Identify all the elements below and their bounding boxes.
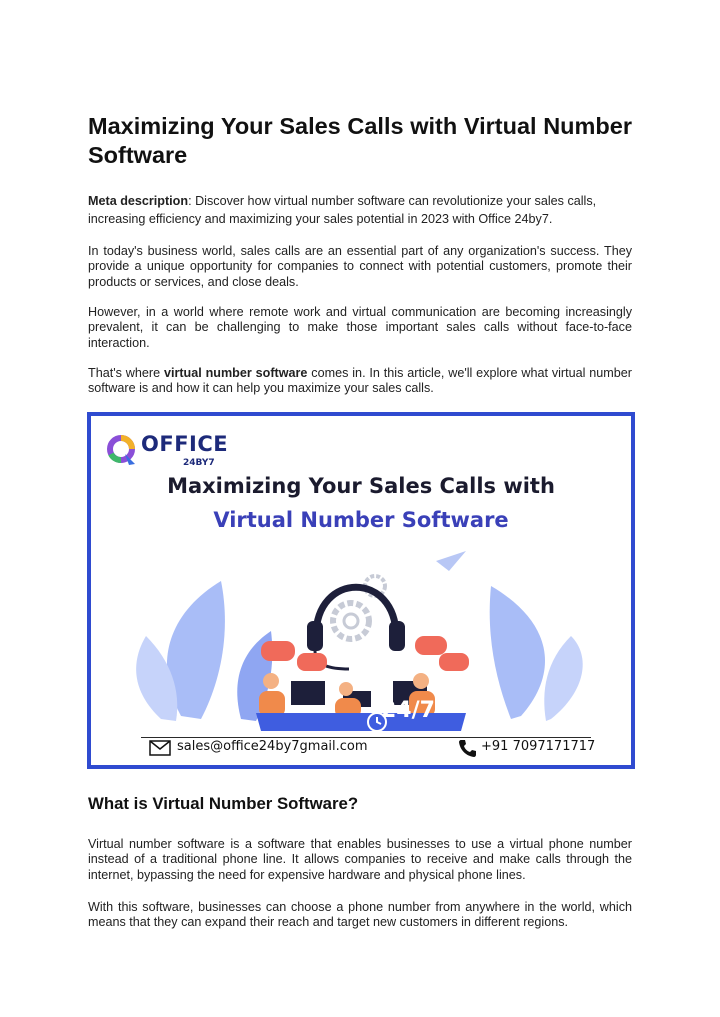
speech-bubble-right-2-icon [439,653,469,671]
paragraph-virtual-number [88,366,632,397]
banner-inner [91,416,631,765]
paragraph3-bold: virtual number software [163,366,308,380]
logo-sub-text: 24BY7 [183,458,215,468]
meta-label: Meta description [88,194,189,208]
call-center-illustration [91,541,631,731]
meta-description [88,193,632,228]
paragraph-global-reach: With this software, businesses can choose a phone number from anywhere in the world, which means that they can expand their reach and target new customers in different regions. [88,900,632,930]
headset-icon [316,587,396,636]
page-title: Maximizing Your Sales Calls with Virtual Number Software [88,113,632,168]
agent-left-icon [263,673,279,689]
leaf-right-1-icon [490,586,545,719]
paragraph-definition: Virtual number software is a software that enables businesses to use a virtual phone number instead of a traditional phone line. It allows companies to receive and make calls through the internet, bypassing the need for expensive hardware and physical phone lines. [88,837,632,882]
banner-email: sales@office24by7gmail.com [177,739,368,754]
banner-phone: +91 7097171717 [481,739,596,754]
mail-icon [149,740,171,756]
agent-center-icon [339,682,353,696]
desk-24-7-label: 24/7 [381,698,435,723]
office24by7-logo [105,428,229,470]
agent-right-icon [413,673,429,689]
paragraph3-post: comes in. In this article, we'll explore what virtual number software is and how it can help you maximize your sales calls. [88,366,632,396]
banner-image [87,412,635,769]
meta-text: : Discover how virtual number software can revolutionize your sales calls, increasing efficiency and maximizing your sales potential in 2023 with Office 24by7. [88,194,597,226]
logo-mark-icon [105,432,141,468]
section-heading: What is Virtual Number Software? [88,794,359,813]
leaf-right-2-icon [544,636,582,721]
paragraph-intro: In today's business world, sales calls are an essential part of any organization's success. They provide a unique opportunity for companies to connect with potential customers, promote their products or services, and close deals. [88,244,632,289]
banner-title-line1: Maximizing Your Sales Calls with [167,474,555,498]
gear-large-icon [333,603,369,639]
banner-title-line2: Virtual Number Software [213,508,509,532]
monitor-left-icon [291,681,325,705]
logo-main-text: OFFICE [141,432,229,456]
paragraph3-pre: That's where [88,366,164,380]
speech-bubble-right-1-icon [415,636,447,655]
speech-bubble-left-1-icon [261,641,295,661]
paper-plane-icon [436,551,466,571]
phone-icon [457,738,477,758]
paragraph-remote-work: However, in a world where remote work and virtual communication are becoming increasingly prevalent, it can be challenging to make those important sales calls without face-to-face interaction. [88,305,632,350]
speech-bubble-left-2-icon [297,653,327,671]
